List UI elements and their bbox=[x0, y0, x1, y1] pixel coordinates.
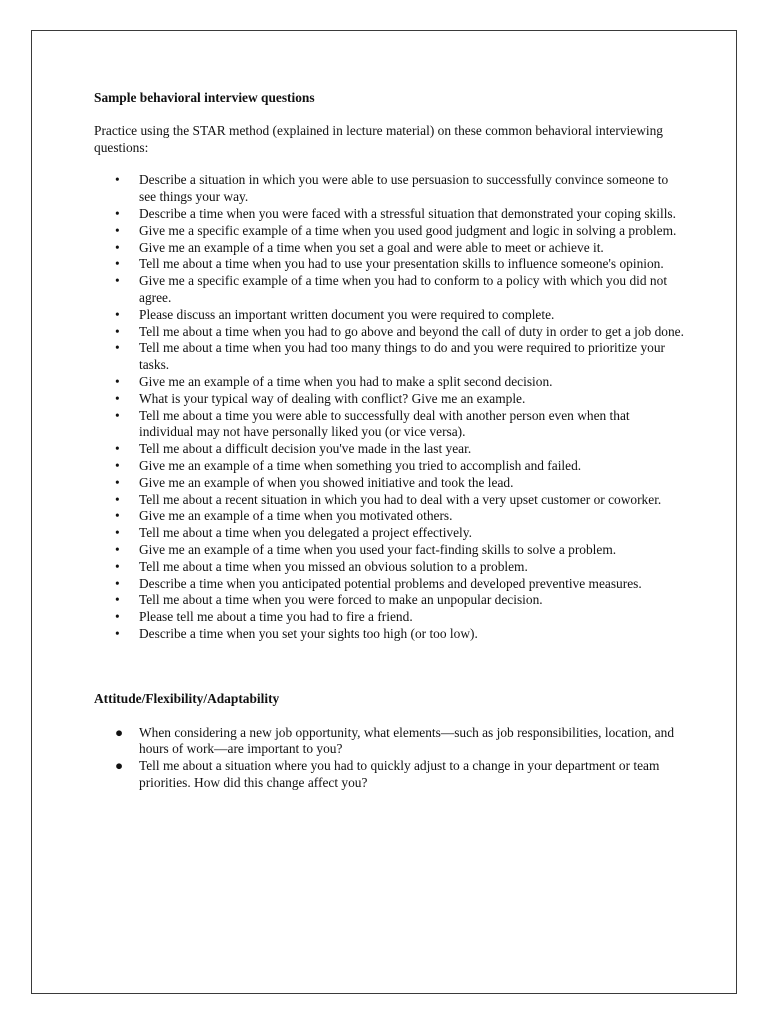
list-item bbox=[94, 609, 684, 626]
intro-paragraph: Practice using the STAR method (explained in lecture material) on these common behavioral interviewing questions: bbox=[94, 122, 663, 155]
question-text: Give me an example of a time when something you tried to accomplish and failed. bbox=[139, 457, 582, 473]
bullet-icon: • bbox=[115, 592, 120, 608]
bullet-icon: • bbox=[115, 541, 120, 557]
bullet-icon: • bbox=[115, 575, 120, 591]
question-text: Describe a time when you anticipated potential problems and developed preventive measures. bbox=[139, 575, 642, 591]
bullet-icon: • bbox=[115, 407, 120, 423]
document-title: Sample behavioral interview questions bbox=[94, 90, 315, 105]
bullet-icon: • bbox=[115, 340, 120, 356]
attitude-questions-list bbox=[94, 725, 684, 792]
bullet-icon: • bbox=[115, 491, 120, 507]
question-text: Give me an example of a time when you motivated others. bbox=[139, 508, 453, 524]
question-text: Give me an example of a time when you used your fact-finding skills to solve a problem. bbox=[139, 541, 617, 557]
list-item bbox=[94, 542, 684, 559]
bullet-icon: • bbox=[115, 525, 120, 541]
list-item bbox=[94, 273, 684, 307]
question-text: Describe a time when you were faced with a stressful situation that demonstrated your coping skills. bbox=[139, 205, 676, 221]
list-item bbox=[94, 592, 684, 609]
list-item bbox=[94, 391, 684, 408]
bullet-icon: • bbox=[115, 273, 120, 289]
list-item bbox=[94, 559, 684, 576]
question-text: Give me an example of a time when you had to make a split second decision. bbox=[139, 373, 553, 389]
question-text: Tell me about a time when you missed an obvious solution to a problem. bbox=[139, 558, 528, 574]
bullet-icon: • bbox=[115, 558, 120, 574]
question-text: Tell me about a time you were able to successfully deal with another person even when that individual may not have personally liked you (or vice versa). bbox=[139, 407, 630, 440]
bullet-icon: • bbox=[115, 609, 120, 625]
list-item bbox=[94, 206, 684, 223]
bullet-icon: ● bbox=[115, 758, 124, 774]
list-item bbox=[94, 626, 684, 643]
list-item bbox=[94, 508, 684, 525]
bullet-icon: • bbox=[115, 323, 120, 339]
list-item bbox=[94, 374, 684, 391]
list-item bbox=[94, 492, 684, 509]
question-text: Describe a time when you set your sights too high (or too low). bbox=[139, 625, 478, 641]
question-text: Tell me about a time when you had to use your presentation skills to influence someone's opinion. bbox=[139, 256, 664, 272]
bullet-icon: ● bbox=[115, 724, 124, 740]
question-text: When considering a new job opportunity, what elements—such as job responsibilities, location, and hours of work—are important to you? bbox=[139, 724, 675, 757]
question-text: Please tell me about a time you had to fire a friend. bbox=[139, 609, 413, 625]
document-page bbox=[31, 30, 737, 994]
question-text: Give me an example of a time when you set a goal and were able to meet or achieve it. bbox=[139, 239, 604, 255]
section-heading-attitude: Attitude/Flexibility/Adaptability bbox=[94, 690, 280, 706]
list-item bbox=[94, 408, 684, 442]
bullet-icon: • bbox=[115, 239, 120, 255]
behavioral-questions-list bbox=[94, 172, 684, 642]
list-item bbox=[94, 172, 684, 206]
question-text: Tell me about a difficult decision you've made in the last year. bbox=[139, 441, 472, 457]
question-text: What is your typical way of dealing with conflict? Give me an example. bbox=[139, 390, 526, 406]
question-text: Tell me about a time when you had to go above and beyond the call of duty in order to get a job done. bbox=[139, 323, 684, 339]
list-item bbox=[94, 340, 684, 374]
bullet-icon: • bbox=[115, 256, 120, 272]
list-item bbox=[94, 256, 684, 273]
list-item bbox=[94, 458, 684, 475]
question-text: Tell me about a time when you were forced to make an unpopular decision. bbox=[139, 592, 543, 608]
question-text: Give me a specific example of a time when you used good judgment and logic in solving a problem. bbox=[139, 222, 677, 238]
bullet-icon: • bbox=[115, 306, 120, 322]
bullet-icon: • bbox=[115, 441, 120, 457]
question-text: Give me a specific example of a time when you had to conform to a policy with which you did not agree. bbox=[139, 273, 668, 305]
bullet-icon: • bbox=[115, 508, 120, 524]
list-item bbox=[94, 223, 684, 240]
question-text: Tell me about a situation where you had to quickly adjust to a change in your department or team priorities. How did this change affect you? bbox=[139, 758, 660, 790]
bullet-icon: • bbox=[115, 474, 120, 490]
list-item bbox=[94, 725, 684, 759]
list-item bbox=[94, 576, 684, 593]
list-item bbox=[94, 307, 684, 324]
bullet-icon: • bbox=[115, 373, 120, 389]
list-item bbox=[94, 441, 684, 458]
question-text: Tell me about a time when you had too many things to do and you were required to prioritize your tasks. bbox=[139, 340, 666, 373]
list-item bbox=[94, 240, 684, 257]
bullet-icon: • bbox=[115, 205, 120, 221]
list-item bbox=[94, 324, 684, 341]
document-content bbox=[94, 90, 684, 792]
bullet-icon: • bbox=[115, 457, 120, 473]
question-text: Tell me about a recent situation in which you had to deal with a very upset customer or coworker. bbox=[139, 491, 662, 507]
list-item bbox=[94, 525, 684, 542]
bullet-icon: • bbox=[115, 390, 120, 406]
bullet-icon: • bbox=[115, 625, 120, 641]
list-item bbox=[94, 475, 684, 492]
question-text: Describe a situation in which you were able to use persuasion to successfully convince someone to see things your way. bbox=[139, 172, 669, 205]
question-text: Please discuss an important written document you were required to complete. bbox=[139, 306, 555, 322]
bullet-icon: • bbox=[115, 222, 120, 238]
question-text: Tell me about a time when you delegated a project effectively. bbox=[139, 525, 472, 541]
bullet-icon: • bbox=[115, 172, 120, 188]
question-text: Give me an example of when you showed initiative and took the lead. bbox=[139, 474, 514, 490]
list-item bbox=[94, 758, 684, 792]
